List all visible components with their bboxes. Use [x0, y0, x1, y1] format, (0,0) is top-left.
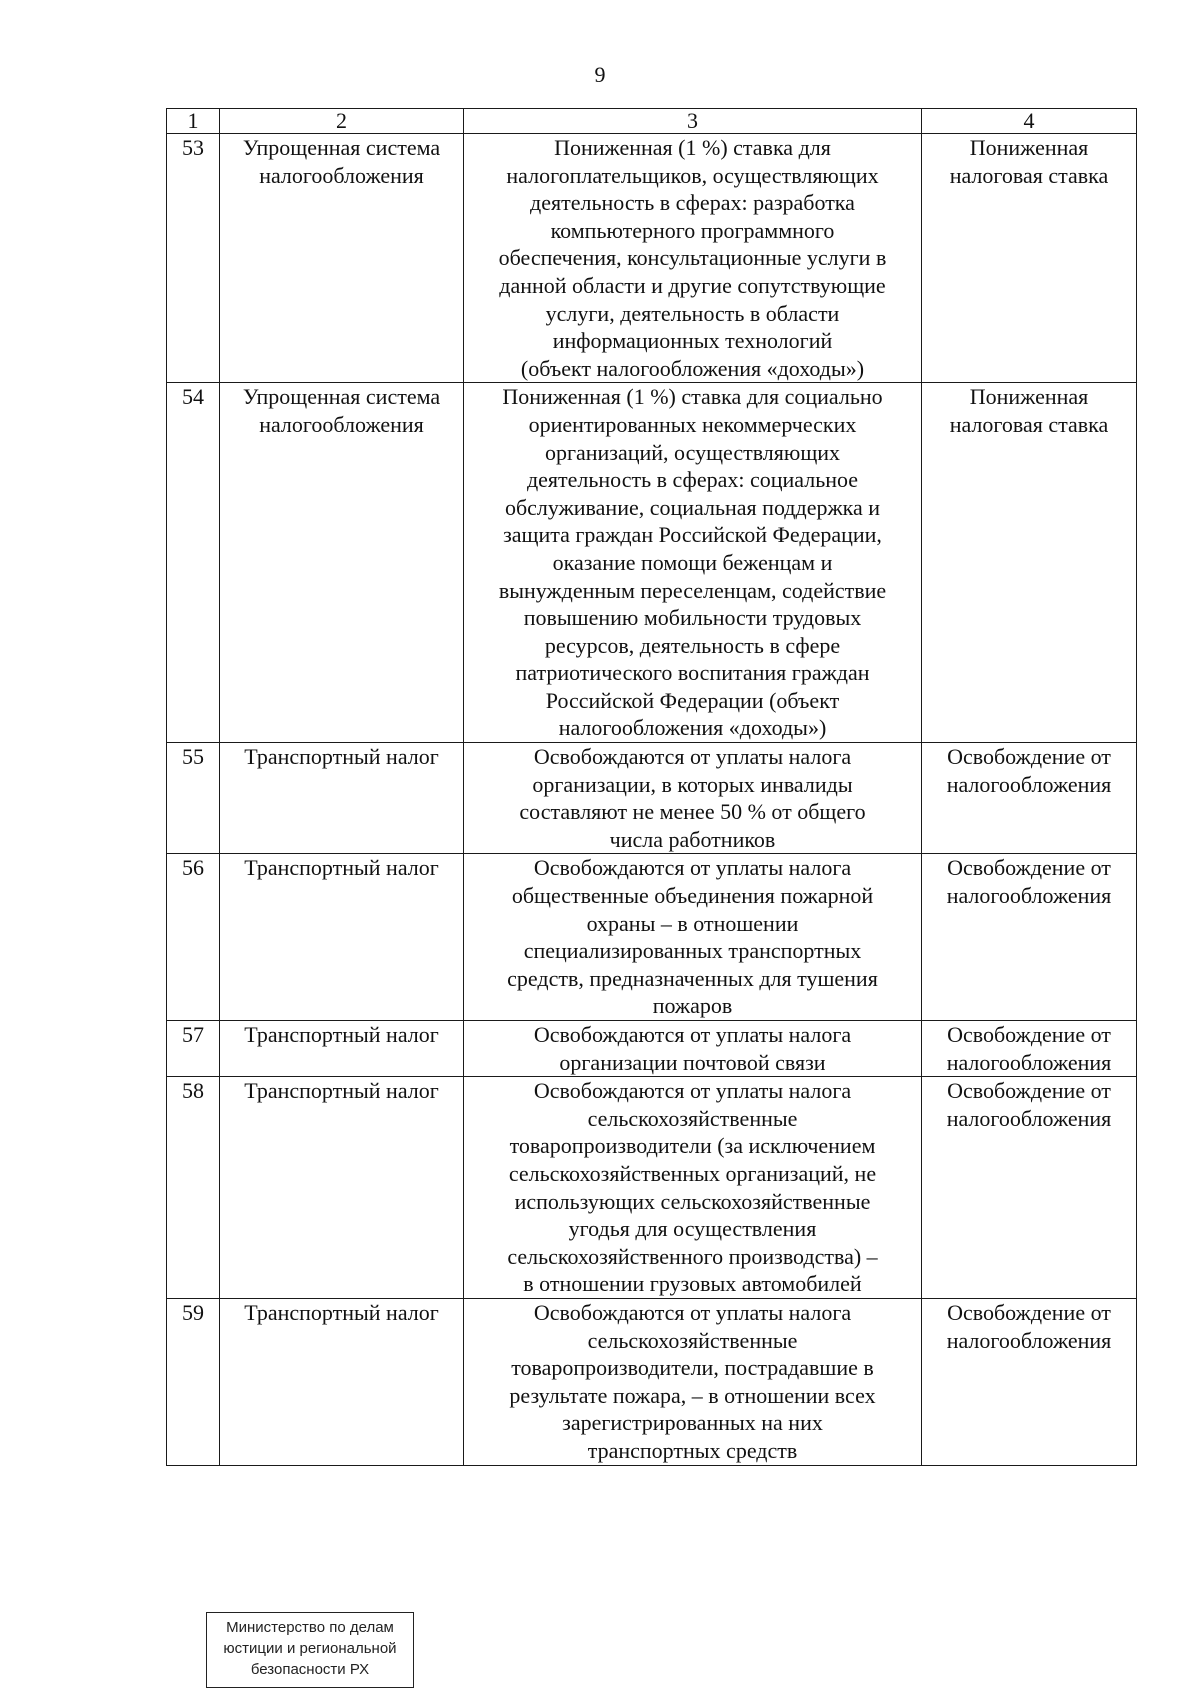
tax-name: Упрощенная система налогообложения — [220, 383, 464, 743]
benefit-description: Пониженная (1 %) ставка для социально ориентированных некоммерческих организаций, осуществляющих деятельность в сферах: социальное обслуживание, социальная поддержка и защита граждан Российской Федерации, оказание помощи беженцам и вынужденным переселенцам, содействие повышению мобильности трудовых ресурсов, деятельность в сфере патриотического воспитания граждан Российской Федерации (объект налогообложения «доходы») — [464, 383, 922, 743]
tax-name: Транспортный налог — [220, 1077, 464, 1299]
ministry-stamp: Министерство по делам юстиции и региональной безопасности РХ — [206, 1612, 414, 1688]
benefit-type: Освобождение от налогообложения — [922, 1298, 1137, 1465]
benefit-description: Пониженная (1 %) ставка для налогоплательщиков, осуществляющих деятельность в сферах: разработка компьютерного программного обеспечения, консультационные услуги в данной области и другие сопутствующие услуги, деятельность в области информационных технологий (объект налогообложения «доходы») — [464, 134, 922, 383]
benefit-type: Освобождение от налогообложения — [922, 743, 1137, 854]
benefit-type: Пониженная налоговая ставка — [922, 134, 1137, 383]
table-row — [167, 854, 1137, 1021]
table-row — [167, 383, 1137, 743]
table-row — [167, 1298, 1137, 1465]
row-number: 58 — [167, 1077, 220, 1299]
benefit-description: Освобождаются от уплаты налога организации почтовой связи — [464, 1021, 922, 1077]
header-cell-4: 4 — [922, 109, 1137, 134]
header-cell-1: 1 — [167, 109, 220, 134]
table-header-row — [167, 109, 1137, 134]
table-row — [167, 743, 1137, 854]
table-row — [167, 1021, 1137, 1077]
benefit-description: Освобождаются от уплаты налога общественные объединения пожарной охраны – в отношении специализированных транспортных средств, предназначенных для тушения пожаров — [464, 854, 922, 1021]
tax-name: Транспортный налог — [220, 1021, 464, 1077]
header-cell-2: 2 — [220, 109, 464, 134]
benefit-type: Освобождение от налогообложения — [922, 854, 1137, 1021]
table-row — [167, 1077, 1137, 1299]
row-number: 56 — [167, 854, 220, 1021]
benefit-type: Пониженная налоговая ставка — [922, 383, 1137, 743]
benefit-description: Освобождаются от уплаты налога сельскохозяйственные товаропроизводители, пострадавшие в результате пожара, – в отношении всех зарегистрированных на них транспортных средств — [464, 1298, 922, 1465]
benefit-type: Освобождение от налогообложения — [922, 1077, 1137, 1299]
row-number: 59 — [167, 1298, 220, 1465]
tax-name: Транспортный налог — [220, 854, 464, 1021]
benefit-description: Освобождаются от уплаты налога организации, в которых инвалиды составляют не менее 50 % от общего числа работников — [464, 743, 922, 854]
row-number: 53 — [167, 134, 220, 383]
row-number: 54 — [167, 383, 220, 743]
row-number: 57 — [167, 1021, 220, 1077]
row-number: 55 — [167, 743, 220, 854]
benefit-type: Освобождение от налогообложения — [922, 1021, 1137, 1077]
tax-name: Транспортный налог — [220, 743, 464, 854]
benefit-description: Освобождаются от уплаты налога сельскохозяйственные товаропроизводители (за исключением сельскохозяйственных организаций, не использующих сельскохозяйственные угодья для осуществления сельскохозяйственного производства) – в отношении грузовых автомобилей — [464, 1077, 922, 1299]
header-cell-3: 3 — [464, 109, 922, 134]
tax-benefits-table — [166, 108, 1137, 1466]
page-number: 9 — [594, 62, 606, 87]
tax-name: Упрощенная система налогообложения — [220, 134, 464, 383]
tax-name: Транспортный налог — [220, 1298, 464, 1465]
table-row — [167, 134, 1137, 383]
